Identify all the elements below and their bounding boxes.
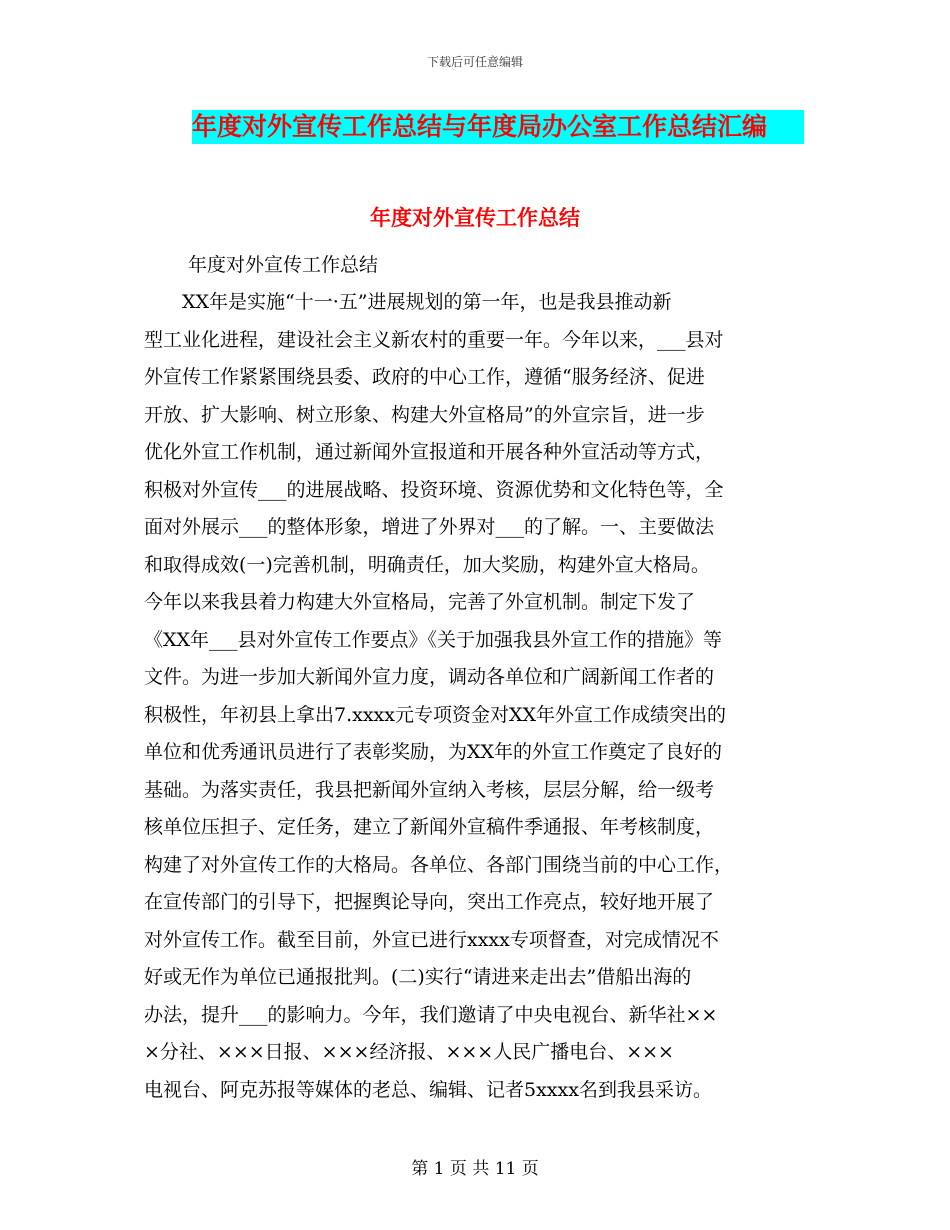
header-note: 下载后可任意编辑 <box>426 55 523 69</box>
body-line: 电视台、阿克苏报等媒体的老总、编辑、记者5xxxx名到我县采访。 <box>144 1078 712 1101</box>
body-line: XX年是实施“十一·五”进展规划的第一年，也是我县推动新 <box>144 291 672 313</box>
body-line: 核单位压担子、定任务，建立了新闻外宣稿件季通报、年考核制度， <box>144 816 715 838</box>
page-number: 第 1 页 共 11 页 <box>411 1159 539 1179</box>
body-line: 积极对外宣传___的进展战略、投资环境、资源优势和文化特色等，全 <box>144 478 724 501</box>
intro-line: 年度对外宣传工作总结 <box>188 254 379 276</box>
body-line: 面对外展示___的整体形象，增进了外界对___的了解。一、主要做法 <box>144 516 715 538</box>
body-line: 构建了对外宣传工作的大格局。各单位、各部门围绕当前的中心工作， <box>144 853 734 876</box>
body-line: 文件。为进一步加大新闻外宣力度，调动各单位和广阔新闻工作者的 <box>144 666 715 688</box>
body-line: 今年以来我县着力构建大外宣格局，完善了外宣机制。制定下发了 <box>144 591 696 613</box>
body-line: 对外宣传工作。截至目前，外宣已进行xxxx专项督查，对完成情况不 <box>144 928 719 951</box>
section-title: 年度对外宣传工作总结 <box>370 205 580 230</box>
body-line: 基础。为落实责任，我县把新闻外宣纳入考核，层层分解，给一级考 <box>144 778 715 801</box>
body-line: ×分社、×××日报、×××经济报、×××人民广播电台、××× <box>144 1041 674 1063</box>
body-line: 单位和优秀通讯员进行了表彰奖励，为XX年的外宣工作奠定了良好的 <box>144 741 723 763</box>
body-line: 积极性，年初县上拿出7.xxxx元专项资金对XX年外宣工作成绩突出的 <box>144 703 727 726</box>
body-line: 《XX年___县对外宣传工作要点》《关于加强我县外宣工作的措施》等 <box>144 628 723 651</box>
body-line: 型工业化进程，建设社会主义新农村的重要一年。今年以来，___县对 <box>144 328 724 351</box>
body-line: 和取得成效(一)完善机制，明确责任，加大奖励，构建外宣大格局。 <box>144 553 710 576</box>
body-line: 办法，提升___的影响力。今年，我们邀请了中央电视台、新华社×× <box>144 1003 718 1026</box>
body-line: 外宣传工作紧紧围绕县委、政府的中心工作，遵循“服务经济、促进 <box>144 366 705 388</box>
document-title: 年度对外宣传工作总结与年度局办公室工作总结汇编 <box>192 110 804 144</box>
body-line: 好或无作为单位已通报批判。(二)实行“请进来走出去”借船出海的 <box>144 966 692 988</box>
body-line: 在宣传部门的引导下，把握舆论导向，突出工作亮点，较好地开展了 <box>144 891 715 913</box>
body-line: 开放、扩大影响、树立形象、构建大外宣格局”的外宣宗旨，进一步 <box>144 403 705 426</box>
body-text <box>144 284 814 1109</box>
body-line: 优化外宣工作机制，通过新闻外宣报道和开展各种外宣活动等方式， <box>144 441 715 463</box>
